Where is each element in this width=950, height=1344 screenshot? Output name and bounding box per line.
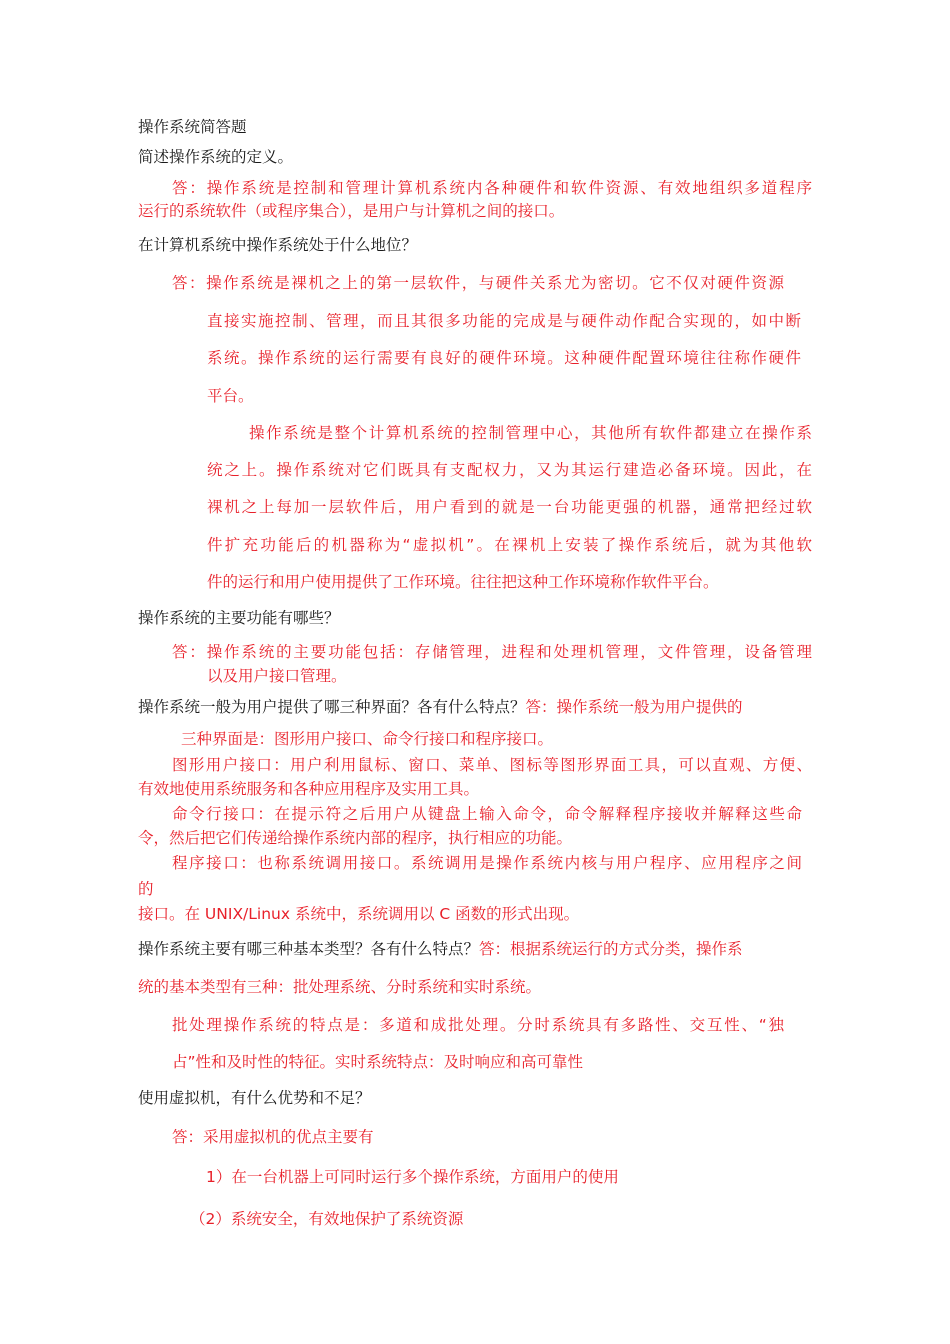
answer-4-line: 图形用户接口：用户利用鼠标、窗口、菜单、图标等图形界面工具，可以直观、方便、 [172, 756, 812, 774]
question-5-line [138, 938, 743, 960]
answer-6-line: 1）在一台机器上可同时运行多个操作系统，方面用户的使用 [206, 1168, 619, 1186]
question-1: 简述操作系统的定义。 [138, 148, 294, 166]
answer-1-line: 运行的系统软件（或程序集合），是用户与计算机之间的接口。 [138, 202, 565, 220]
answer-4-line: 三种界面是：图形用户接口、命令行接口和程序接口。 [181, 730, 554, 748]
answer-3-line: 以及用户接口管理。 [207, 667, 347, 685]
answer-4-line: 接口。在 UNIX/Linux 系统中，系统调用以 C 函数的形式出现。 [138, 905, 580, 923]
answer-4-line: 令，然后把它们传递给操作系统内部的程序，执行相应的功能。 [138, 829, 573, 847]
answer-4-line: 程序接口：也称系统调用接口。系统调用是操作系统内核与用户程序、应用程序之间 [172, 854, 802, 872]
answer-4-inline: 答：操作系统一般为用户提供的 [525, 698, 743, 716]
answer-4-line: 命令行接口：在提示符之后用户从键盘上输入命令，命令解释程序接收并解释这些命 [172, 805, 802, 823]
answer-3-line: 答：操作系统的主要功能包括：存储管理，进程和处理机管理，文件管理，设备管理 [172, 643, 812, 661]
answer-2-line: 件的运行和用户使用提供了工作环境。往往把这种工作环境称作软件平台。 [207, 573, 719, 591]
answer-5-inline: 答：根据系统运行的方式分类，操作系 [479, 940, 743, 958]
answer-2-line: 平台。 [207, 387, 254, 405]
page-title: 操作系统简答题 [138, 118, 247, 136]
answer-4-line: 有效地使用系统服务和各种应用程序及实用工具。 [138, 780, 480, 798]
answer-5-line: 占”性和及时性的特征。实时系统特点：及时响应和高可靠性 [172, 1053, 584, 1071]
answer-2-line: 系统。操作系统的运行需要有良好的硬件环境。这种硬件配置环境往往称作硬件 [207, 349, 801, 367]
answer-2-line: 直接实施控制、管理，而且其很多功能的完成是与硬件动作配合实现的，如中断 [207, 312, 801, 330]
answer-2-line: 裸机之上每加一层软件后，用户看到的就是一台功能更强的机器，通常把经过软 [207, 498, 812, 516]
answer-6-line: （2）系统安全，有效地保护了系统资源 [190, 1210, 464, 1228]
answer-5-line: 批处理操作系统的特点是：多道和成批处理。分时系统具有多路性、交互性、“独 [172, 1016, 784, 1034]
answer-2-line: 操作系统是整个计算机系统的控制管理中心，其他所有软件都建立在操作系 [249, 424, 812, 442]
question-5: 操作系统主要有哪三种基本类型？各有什么特点？ [138, 940, 480, 958]
answer-2-line: 件扩充功能后的机器称为“虚拟机”。在裸机上安装了操作系统后，就为其他软 [207, 536, 812, 554]
question-2: 在计算机系统中操作系统处于什么地位？ [138, 236, 418, 254]
answer-4-line: 的 [138, 880, 154, 898]
answer-6-line: 答：采用虚拟机的优点主要有 [172, 1128, 374, 1146]
answer-5-line: 统的基本类型有三种：批处理系统、分时系统和实时系统。 [138, 978, 542, 996]
answer-2-line: 统之上。操作系统对它们既具有支配权力，又为其运行建造必备环境。因此，在 [207, 461, 812, 479]
question-4-line [138, 696, 743, 718]
question-3: 操作系统的主要功能有哪些？ [138, 609, 340, 627]
answer-2-line: 答：操作系统是裸机之上的第一层软件，与硬件关系尤为密切。它不仅对硬件资源 [172, 274, 784, 292]
answer-1-line: 答：操作系统是控制和管理计算机系统内各种硬件和软件资源、有效地组织多道程序 [172, 179, 812, 197]
question-6: 使用虚拟机，有什么优势和不足？ [138, 1089, 371, 1107]
question-4: 操作系统一般为用户提供了哪三种界面？各有什么特点？ [138, 698, 526, 716]
